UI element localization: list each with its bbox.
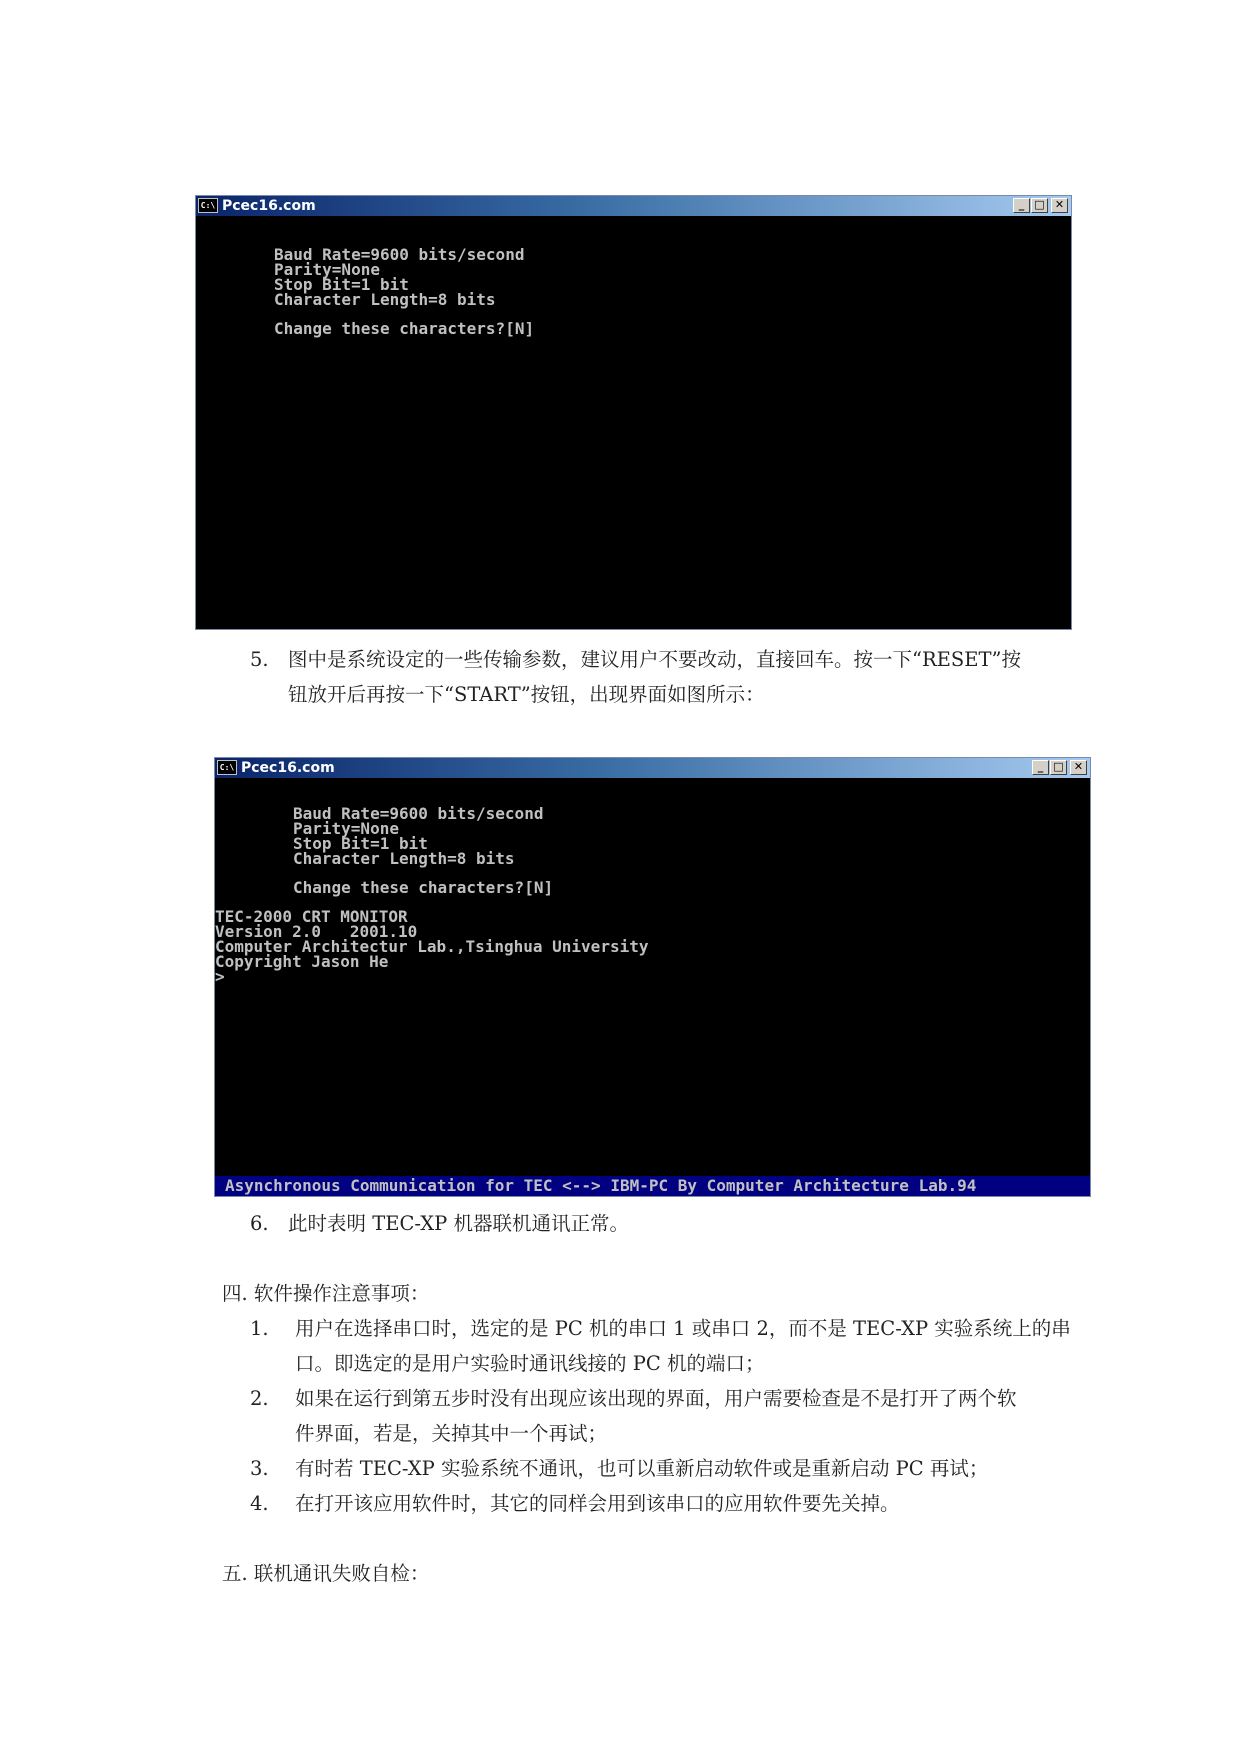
console-line-baud: Baud Rate=9600 bits/second	[274, 245, 525, 264]
console-output[interactable]	[215, 778, 1090, 1196]
close-button[interactable]: ✕	[1051, 198, 1068, 213]
console-line-parity: Parity=None	[293, 819, 399, 838]
console-line-stopbit: Stop Bit=1 bit	[293, 834, 428, 853]
window-title: Pcec16.com	[222, 198, 316, 214]
console-line-lab: Computer Architectur Lab.,Tsinghua University	[215, 937, 649, 956]
list-item-number: 3.	[250, 1457, 269, 1480]
console-line-copyright: Copyright Jason He	[215, 952, 389, 971]
console-line-baud: Baud Rate=9600 bits/second	[293, 804, 544, 823]
list-item-line2: 口。即选定的是用户实验时通讯线接的 PC 机的端口；	[295, 1352, 765, 1375]
window-titlebar[interactable]	[215, 758, 1090, 778]
console-output[interactable]	[196, 216, 1071, 629]
maximize-button[interactable]: □	[1031, 198, 1048, 213]
console-line-change-prompt: Change these characters?[N]	[293, 878, 554, 897]
console-line-change-prompt: Change these characters?[N]	[274, 319, 535, 338]
list-item-line2: 件界面，若是，关掉其中一个再试；	[295, 1422, 608, 1445]
list-item-line1: 有时若 TEC-XP 实验系统不通讯，也可以重新启动软件或是重新启动 PC 再试；	[295, 1457, 989, 1480]
console-line-stopbit: Stop Bit=1 bit	[274, 275, 409, 294]
console-line-charlength: Character Length=8 bits	[293, 849, 515, 868]
section5-heading: 五. 联机通讯失败自检：	[222, 1562, 430, 1585]
console-window-2	[214, 757, 1091, 1197]
list-item-number: 4.	[250, 1492, 269, 1515]
step5-text-line2: 钮放开后再按一下“START”按钮，出现界面如图所示：	[288, 683, 765, 706]
console-app-icon[interactable]: C:\	[217, 760, 237, 775]
window-title: Pcec16.com	[241, 760, 335, 776]
console-prompt[interactable]: >	[215, 967, 225, 986]
step6-number: 6.	[250, 1212, 269, 1235]
status-text: Asynchronous Communication for TEC <--> IBM-PC By Computer Architecture Lab.94	[225, 1176, 977, 1195]
close-button[interactable]: ✕	[1070, 760, 1087, 775]
step6-text: 此时表明 TEC-XP 机器联机通讯正常。	[288, 1212, 629, 1235]
list-item-number: 1.	[250, 1317, 269, 1340]
console-line-version: Version 2.0 2001.10	[215, 922, 418, 941]
console-app-icon[interactable]: C:\	[198, 198, 218, 213]
list-item-line1: 如果在运行到第五步时没有出现应该出现的界面，用户需要检查是不是打开了两个软	[295, 1387, 1017, 1410]
list-item-line1: 用户在选择串口时，选定的是 PC 机的串口 1 或串口 2，而不是 TEC-XP 实验系统上的串	[295, 1317, 1071, 1340]
step5-number: 5.	[250, 648, 269, 671]
maximize-button[interactable]: □	[1050, 760, 1067, 775]
list-item-number: 2.	[250, 1387, 269, 1410]
console-line-parity: Parity=None	[274, 260, 380, 279]
section4-heading: 四. 软件操作注意事项：	[222, 1282, 430, 1305]
console-line-monitor-name: TEC-2000 CRT MONITOR	[215, 907, 408, 926]
status-bar	[215, 1176, 1090, 1196]
minimize-button[interactable]: _	[1032, 760, 1049, 775]
minimize-button[interactable]: _	[1013, 198, 1030, 213]
step5-text-line1: 图中是系统设定的一些传输参数，建议用户不要改动，直接回车。按一下“RESET”按	[288, 648, 1021, 671]
console-window-1	[195, 195, 1072, 630]
console-line-charlength: Character Length=8 bits	[274, 290, 496, 309]
window-titlebar[interactable]	[196, 196, 1071, 216]
list-item-line1: 在打开该应用软件时，其它的同样会用到该串口的应用软件要先关掉。	[295, 1492, 900, 1515]
